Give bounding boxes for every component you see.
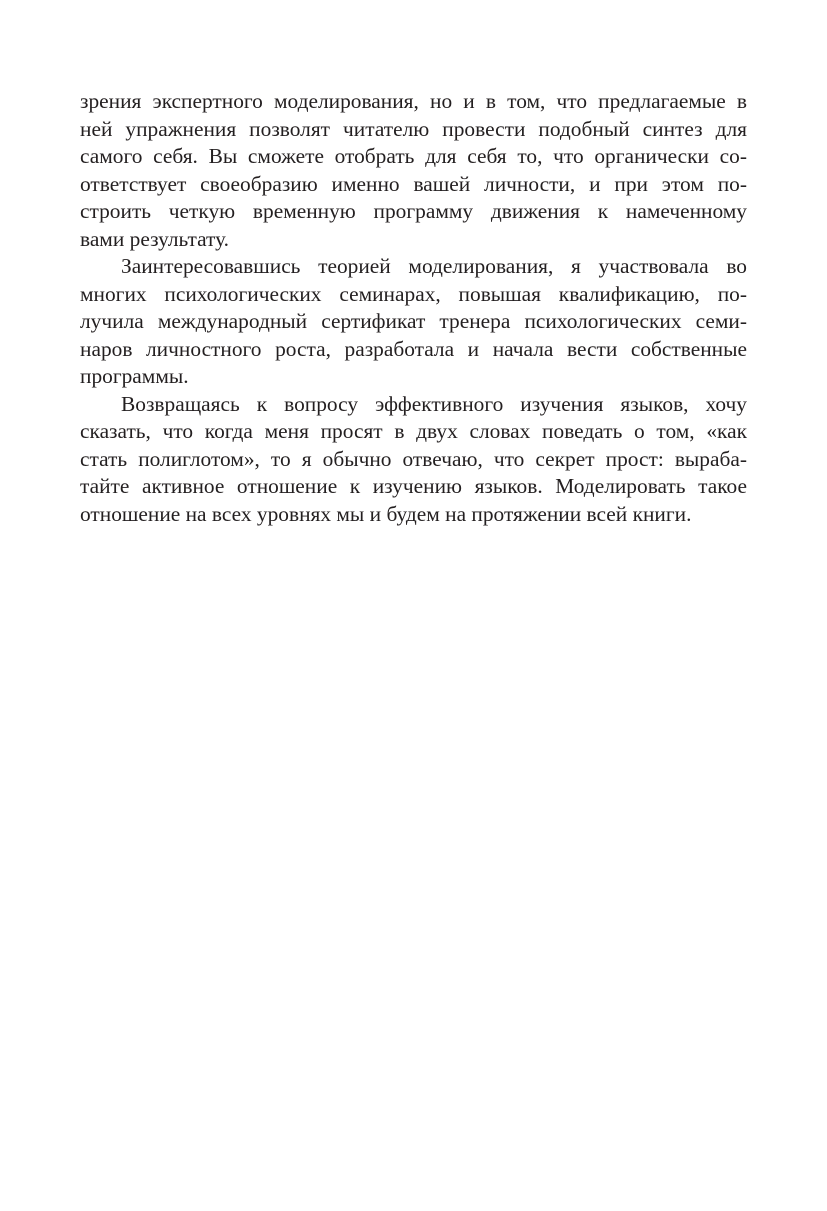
text-line: наров личностного роста, разработала и начала вести собственные <box>80 336 747 361</box>
text-line: тайте активное отношение к изучению языков. Моделировать такое <box>80 474 747 498</box>
text-line: отношение на всех уровнях мы и будем на протяжении всей книги. <box>80 501 692 526</box>
text-line: программы. <box>80 364 189 388</box>
paragraph-1 <box>80 88 747 253</box>
text-line: Заинтересовавшись теорией моделирования, я участвовала во <box>121 254 747 278</box>
paragraph-3 <box>80 391 747 529</box>
text-line: самого себя. Вы сможете отобрать для себя то, что органически со- <box>80 144 747 168</box>
text-line: ответствует своеобразию именно вашей личности, и при этом по- <box>80 171 747 196</box>
text-line: Возвращаясь к вопросу эффективного изучения языков, хочу <box>121 391 747 416</box>
text-line: строить четкую временную программу движения к намеченному <box>80 199 747 223</box>
text-line: многих психологических семинарах, повышая квалификацию, по- <box>80 281 747 306</box>
text-line: вами результату. <box>80 226 229 251</box>
text-line: лучила международный сертификат тренера психологических семи- <box>80 309 747 333</box>
text-line: стать полиглотом», то я обычно отвечаю, что секрет прост: выраба- <box>80 446 747 471</box>
text-line: сказать, что когда меня просят в двух словах поведать о том, «как <box>80 419 747 443</box>
page-body <box>80 88 747 528</box>
text-line: зрения экспертного моделирования, но и в том, что предлагаемые в <box>80 89 747 113</box>
text-line: ней упражнения позволят читателю провести подобный синтез для <box>80 116 747 141</box>
paragraph-2 <box>80 253 747 391</box>
